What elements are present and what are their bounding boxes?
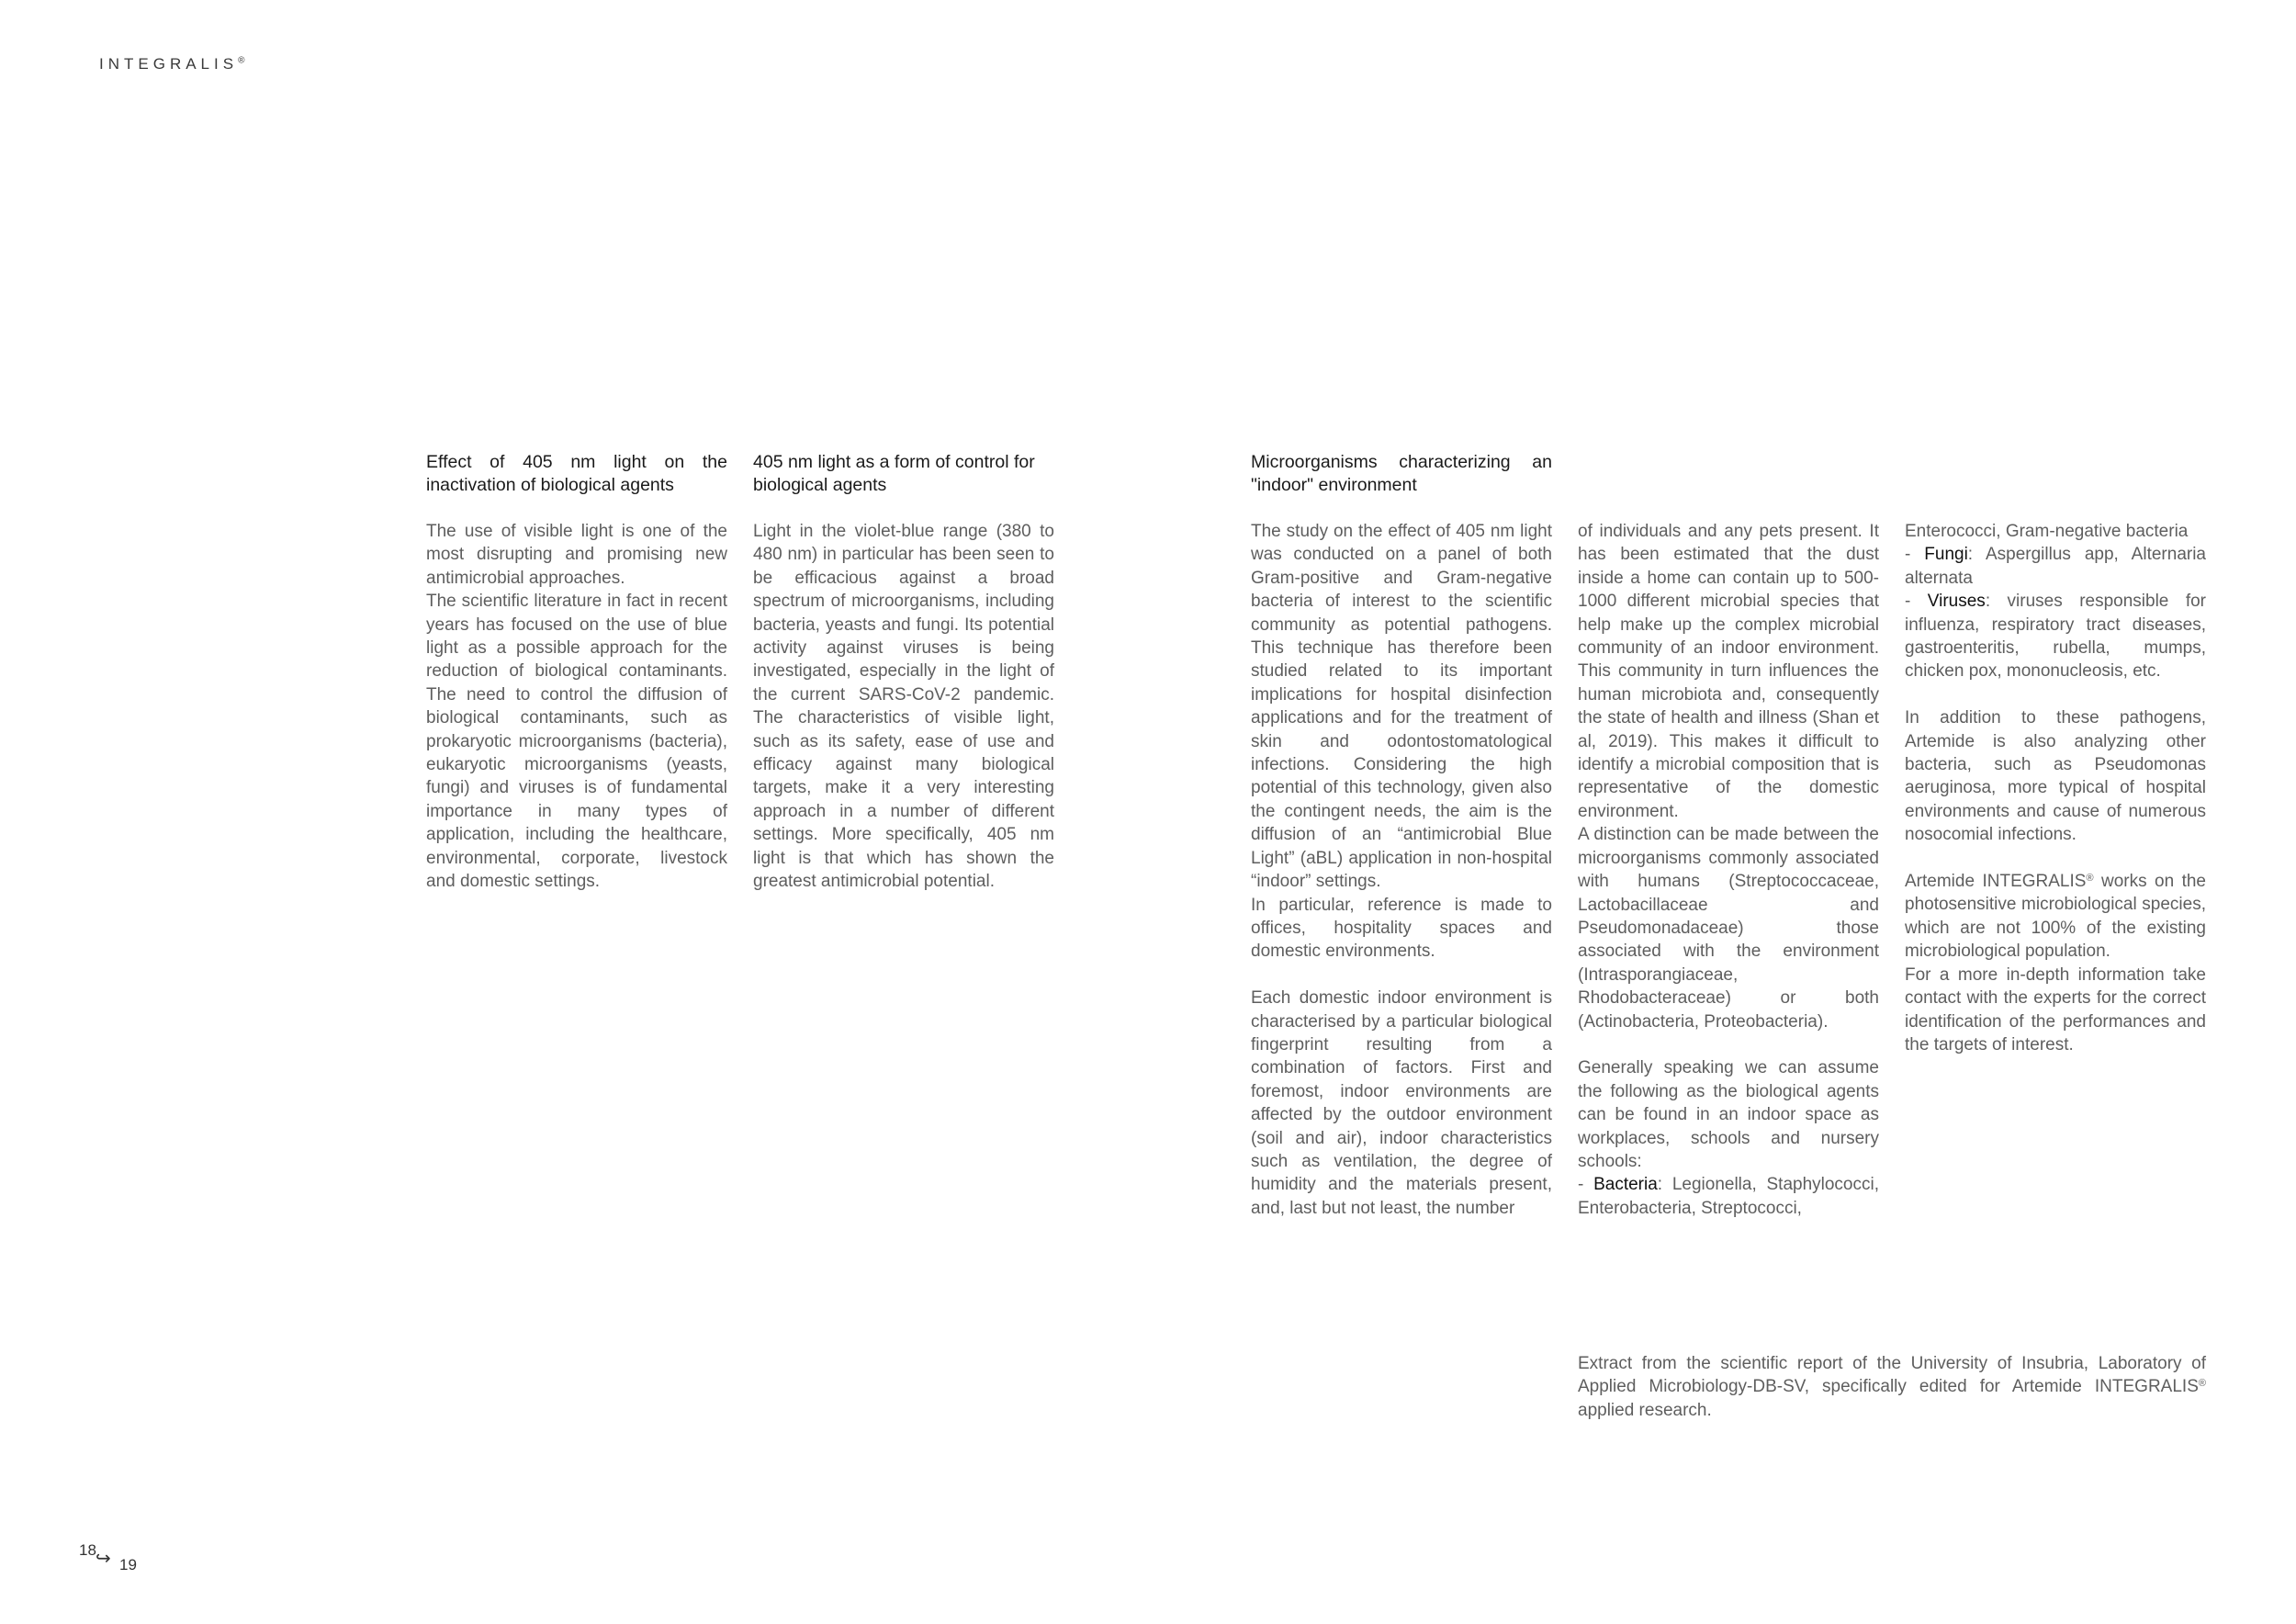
col5-paragraph-4: For a more in-depth information take contact with the experts for the correct identification of the performances and the targets of interest. bbox=[1905, 964, 2206, 1054]
fungi-list-item bbox=[1905, 543, 2206, 590]
artemide-integralis-text: Artemide INTEGRALIS bbox=[1905, 872, 2087, 892]
col5-paragraph-1: Enterococci, Gram-negative bacteria bbox=[1905, 522, 2189, 541]
col2-paragraph-1: Light in the violet-blue range (380 to 480 nm) in particular has been seen to be efficacious against a broad spectrum of microorganisms, including bacteria, yeasts and fungi. Its potential activity against viruses is being investigated, especially in the light of the current SARS-CoV-2 pandemic. The characteristics of visible light, such as its safety, ease of use and efficacy against many biological targets, make it a very interesting approach in a number of different settings. More specifically, 405 nm light is that which has shown the greatest antimicrobial potential. bbox=[753, 522, 1054, 892]
column-3-text bbox=[1251, 520, 1552, 1220]
viruses-term: Viruses bbox=[1927, 592, 1986, 612]
page-number-next: 19 bbox=[119, 1556, 137, 1573]
bacteria-text: : Legionella, Staphylococci, Enterobacteria, Streptococci, bbox=[1578, 1175, 1879, 1218]
page-number-current: 18 bbox=[79, 1541, 96, 1559]
col1-paragraph-2: The scientific literature in fact in recent years has focused on the use of blue light as a possible approach for the reduction of biological contaminants. The need to control the diffusion of biological contaminants, such as prokaryotic microorganisms (bacteria), eukaryotic microorganisms (yeasts, fungi) and viruses is of fundamental importance in many types of application, including the healthcare, environmental, corporate, livestock and domestic settings. bbox=[426, 592, 727, 892]
section-heading-405nm-control: 405 nm light as a form of control for biological agents bbox=[753, 452, 1035, 496]
page-turn-arrow-icon: ↪ bbox=[96, 1549, 111, 1569]
col4-paragraph-3: Generally speaking we can assume the following as the biological agents can be found in an indoor space as workplaces, schools and nursery schools: bbox=[1578, 1058, 1879, 1171]
column-4-text bbox=[1578, 520, 1879, 1220]
col3-paragraph-1: The study on the effect of 405 nm light was conducted on a panel of both Gram-positive and Gram-negative bacteria of interest to the scientific community as potential pathogens. This technique has therefore been studied related to its important implications for hospital disinfection applications and for the treatment of skin and odontostomatological infections. Considering the high potential of this technology, given also the contingent needs, the aim is the diffusion of an “antimicrobial Blue Light” (aBL) application in non-hospital “indoor” settings. bbox=[1251, 522, 1552, 892]
brand-registered-mark: ® bbox=[238, 55, 245, 66]
fungi-text: : Aspergillus app, Alternaria alternata bbox=[1905, 545, 2206, 588]
column-1-text bbox=[426, 520, 727, 894]
brand-name: INTEGRALIS bbox=[99, 55, 239, 73]
viruses-list-item bbox=[1905, 590, 2206, 683]
column-5-text bbox=[1905, 520, 2206, 1056]
col5-paragraph-2: In addition to these pathogens, Artemide is also analyzing other bacteria, such as Pseudomonas aeruginosa, more typical of hospital environments and cause of numerous nosocomial infections. bbox=[1905, 708, 2206, 845]
list-dash: - bbox=[1905, 545, 1925, 565]
col5-paragraph-3 bbox=[1905, 870, 2206, 964]
col4-paragraph-2: A distinction can be made between the microorganisms commonly associated with humans (Streptococcaceae, Lactobacillaceae and Pseudomonadaceae) those associated with the environment (Intrasporangiaceae, Rhodobacteraceae) or both (Actinobacteria, Proteobacteria). bbox=[1578, 825, 1879, 1032]
fungi-term: Fungi bbox=[1924, 545, 1968, 565]
source-credit bbox=[1578, 1352, 2206, 1422]
column-2-text bbox=[753, 520, 1054, 894]
section-heading-405nm-effect: Effect of 405 nm light on the inactivation of biological agents bbox=[426, 452, 727, 496]
paragraph-gap bbox=[1905, 683, 2206, 706]
bacteria-term: Bacteria bbox=[1593, 1175, 1658, 1195]
credit-tail: applied research. bbox=[1578, 1400, 1712, 1420]
paragraph-gap bbox=[1905, 847, 2206, 870]
brand-logo bbox=[99, 55, 244, 73]
col1-paragraph-1: The use of visible light is one of the most disrupting and promising new antimicrobial approaches. bbox=[426, 522, 727, 588]
section-heading-indoor-microorganisms: Microorganisms characterizing an "indoor" environment bbox=[1251, 452, 1552, 496]
registered-mark: ® bbox=[2198, 1378, 2206, 1390]
col5-paragraph-3-tail: works on the photosensitive microbiological species, which are not 100% of the existing microbiological population. bbox=[1905, 872, 2207, 962]
viruses-text: : viruses responsible for influenza, respiratory tract diseases, gastroenteritis, rubella, mumps, chicken pox, mononucleosis, etc. bbox=[1905, 592, 2206, 682]
list-dash: - bbox=[1578, 1175, 1594, 1195]
registered-mark: ® bbox=[2086, 873, 2094, 885]
paragraph-gap bbox=[1578, 1033, 1879, 1056]
paragraph-gap bbox=[1251, 964, 1552, 987]
col3-paragraph-3: Each domestic indoor environment is characterised by a particular biological fingerprint resulting from a combination of factors. First and foremost, indoor environments are affected by the outdoor environment (soil and air), indoor characteristics such as ventilation, the degree of humidity and the materials present, and, last but not least, the number bbox=[1251, 988, 1552, 1218]
bacteria-list-item bbox=[1578, 1173, 1879, 1220]
col3-paragraph-2: In particular, reference is made to offices, hospitality spaces and domestic environments. bbox=[1251, 895, 1552, 962]
list-dash: - bbox=[1905, 592, 1928, 612]
credit-text: Extract from the scientific report of the University of Insubria, Laboratory of Applied Microbiology-DB-SV, specifically edited for Artemide INTEGRALIS bbox=[1578, 1354, 2206, 1397]
col4-paragraph-1: of individuals and any pets present. It has been estimated that the dust inside a home can contain up to 500-1000 different microbial species that help make up the complex microbial community of an indoor environment. This community in turn influences the human microbiota and, consequently the state of health and illness (Shan et al, 2019). This makes it difficult to identify a microbial composition that is representative of the domestic environment. bbox=[1578, 522, 1879, 821]
